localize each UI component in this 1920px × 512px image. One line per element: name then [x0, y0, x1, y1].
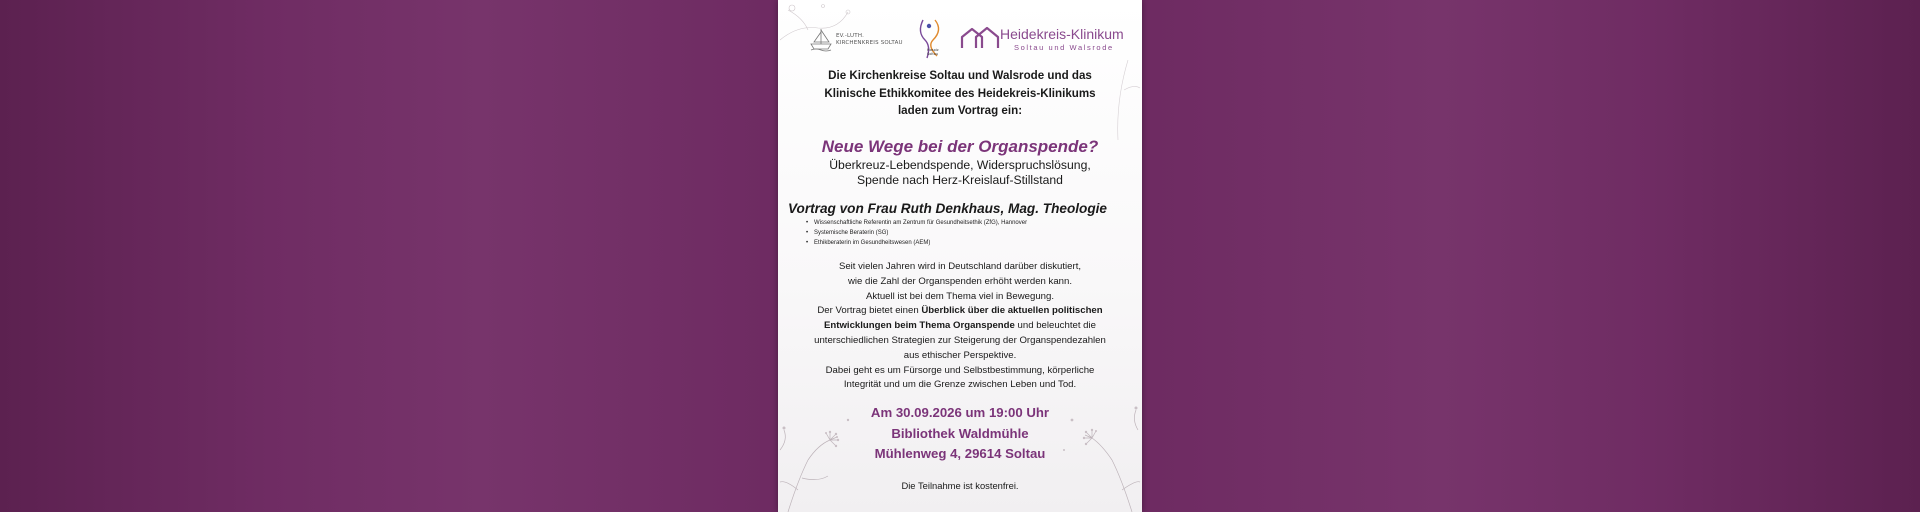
description-line: aus ethischer Perspektive. [903, 349, 1017, 361]
kirchenkreis-logo [808, 26, 908, 54]
speaker-qualifications [806, 218, 1027, 248]
lecture-subtitle [778, 158, 1142, 188]
description-text: und beleuchtet die [1014, 320, 1096, 332]
event-venue: Bibliothek Waldmühle [891, 425, 1029, 441]
invitation-intro [778, 67, 1142, 120]
description-line: Dabei geht es um Fürsorge und Selbstbestimmung, körperliche [825, 364, 1095, 376]
intro-line: laden zum Vortrag ein: [897, 104, 1023, 117]
description-line [778, 319, 1142, 334]
description-line: Integrität und um die Grenze zwischen Leben und Tod. [843, 379, 1077, 391]
description-text: Der Vortrag bietet einen [817, 305, 922, 317]
subtitle-line: Spende nach Herz-Kreislauf-Stillstand [857, 173, 1063, 187]
qualification-item: • Systemische Beraterin (SG) [806, 228, 1027, 238]
description-line: wie die Zahl der Organspenden erhöht werden kann. [848, 275, 1072, 287]
hospiz-logo [913, 18, 949, 60]
klinikum-logo-name: Heidekreis-Klinikum [1000, 26, 1124, 42]
description-highlight: Überblick über die aktuellen politischen [921, 305, 1103, 317]
description-line: Aktuell ist bei dem Thema viel in Bewegung. [865, 290, 1055, 302]
description-line: unterschiedlichen Strategien zur Steigerung der Organspendezahlen [814, 334, 1106, 346]
event-poster [778, 0, 1142, 512]
event-details [778, 403, 1142, 465]
description-line [778, 304, 1142, 319]
speaker-heading: Vortrag von Frau Ruth Denkhaus, Mag. Theologie [788, 201, 1107, 216]
qualification-item: • Wissenschaftliche Referentin am Zentrum für Gesundheitsethik (ZfG), Hannover [806, 218, 1027, 228]
hospiz-logo-line-1: Hospiz [927, 48, 939, 52]
klinikum-logo-subtitle: Soltau und Walsrode [1014, 43, 1114, 52]
event-datetime: Am 30.09.2026 um 19:00 Uhr [870, 405, 1050, 420]
description-highlight: Entwicklungen beim Thema Organspende [824, 320, 1015, 332]
intro-line: Die Kirchenkreise Soltau und Walsrode und das [828, 69, 1092, 82]
logo-row [778, 18, 1142, 62]
hospiz-logo-line-2: Soltau [927, 52, 939, 56]
description-line: Seit vielen Jahren wird in Deutschland darüber diskutiert, [838, 261, 1082, 272]
lecture-title: Neue Wege bei der Organspende? [821, 137, 1099, 156]
participation-note: Die Teilnahme ist kostenfrei. [901, 480, 1019, 491]
kirchenkreis-logo-line-2: KIRCHENKREIS SOLTAU [836, 40, 903, 46]
event-address: Mühlenweg 4, 29614 Soltau [874, 446, 1046, 461]
lecture-description [778, 260, 1142, 393]
intro-line: Klinische Ethikkomitee des Heidekreis-Klinikums [824, 86, 1096, 100]
kirchenkreis-logo-line-1: EV.-LUTH. [836, 33, 865, 39]
qualification-item: • Ethikberaterin im Gesundheitswesen (AEM) [806, 238, 1027, 248]
heidekreis-klinikum-logo [960, 22, 1124, 52]
klinikum-house-icon [960, 24, 1000, 52]
ship-icon [808, 26, 834, 52]
subtitle-line: Überkreuz-Lebendspende, Widerspruchslösung, [829, 158, 1091, 172]
